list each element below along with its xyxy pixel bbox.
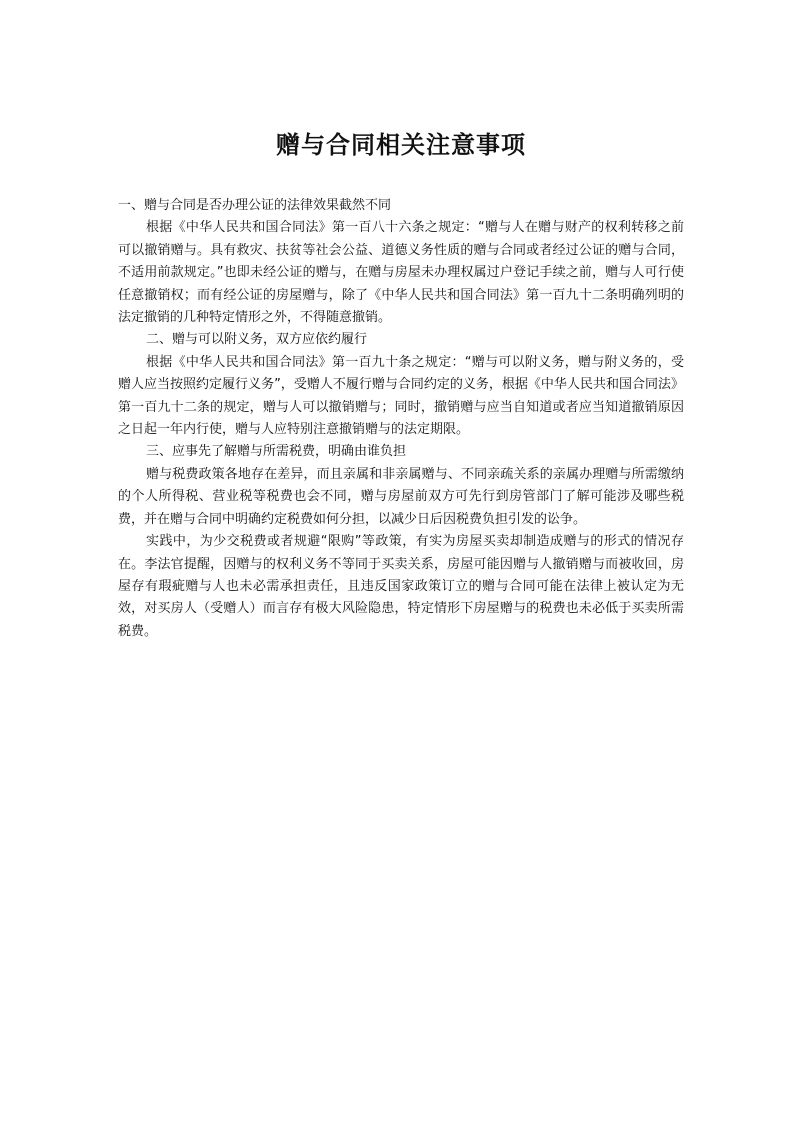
document-title: 赠与合同相关注意事项: [276, 130, 526, 159]
section-heading-3: 三、应事先了解赠与所需税费，明确由谁负担: [146, 444, 407, 460]
paragraph-4: 实践中，为少交税费或者规避“限购”等政策，有实为房屋买卖却制造成赠与的形式的情况存在。李法官提醒，因赠与的权利义务不等同于买卖关系，房屋可能因赠与人撤销赠与而被收回，房屋存有瑕疵赠与人也未必需承担责任，且违反国家政策订立的赠与合同可能在法律上被认定为无效，对买房人（受赠人）而言存有极大风险隐患，特定情形下房屋赠与的税费也未必低于买卖所需税费。: [118, 534, 684, 639]
section-heading-2: 二、赠与可以附义务，双方应依约履行: [146, 332, 368, 348]
paragraph-2: 根据《中华人民共和国合同法》第一百九十条之规定：“赠与可以附义务，赠与附义务的，受赠人应当按照约定履行义务”，受赠人不履行赠与合同约定的义务，根据《中华人民共和国合同法》第一百九十二条的规定，赠与人可以撤销赠与；同时，撤销赠与应当自知道或者应当知道撤销原因之日起一年内行使，赠与人应特别注意撤销赠与的法定期限。: [118, 354, 684, 438]
document-body: [118, 195, 684, 643]
paragraph-3: 赠与税费政策各地存在差异，而且亲属和非亲属赠与、不同亲疏关系的亲属办理赠与所需缴纳的个人所得税、营业税等税费也会不同，赠与房屋前双方可先行到房管部门了解可能涉及哪些税费，并在赠与合同中明确约定税费如何分担，以减少日后因税费负担引发的讼争。: [118, 466, 684, 527]
section-heading-1: 一、赠与合同是否办理公证的法律效果截然不同: [118, 198, 392, 213]
paragraph-1: 根据《中华人民共和国合同法》第一百八十六条之规定：“赠与人在赠与财产的权利转移之前可以撤销赠与。具有救灾、扶贫等社会公益、道德义务性质的赠与合同或者经过公证的赠与合同，不适用前款规定。”也即未经公证的赠与，在赠与房屋未办理权属过户登记手续之前，赠与人可行使任意撤销权；而有经公证的房屋赠与，除了《中华人民共和国合同法》第一百九十二条明确列明的法定撤销的几种特定情形之外，不得随意撤销。: [118, 220, 684, 326]
document-content: [118, 128, 684, 643]
